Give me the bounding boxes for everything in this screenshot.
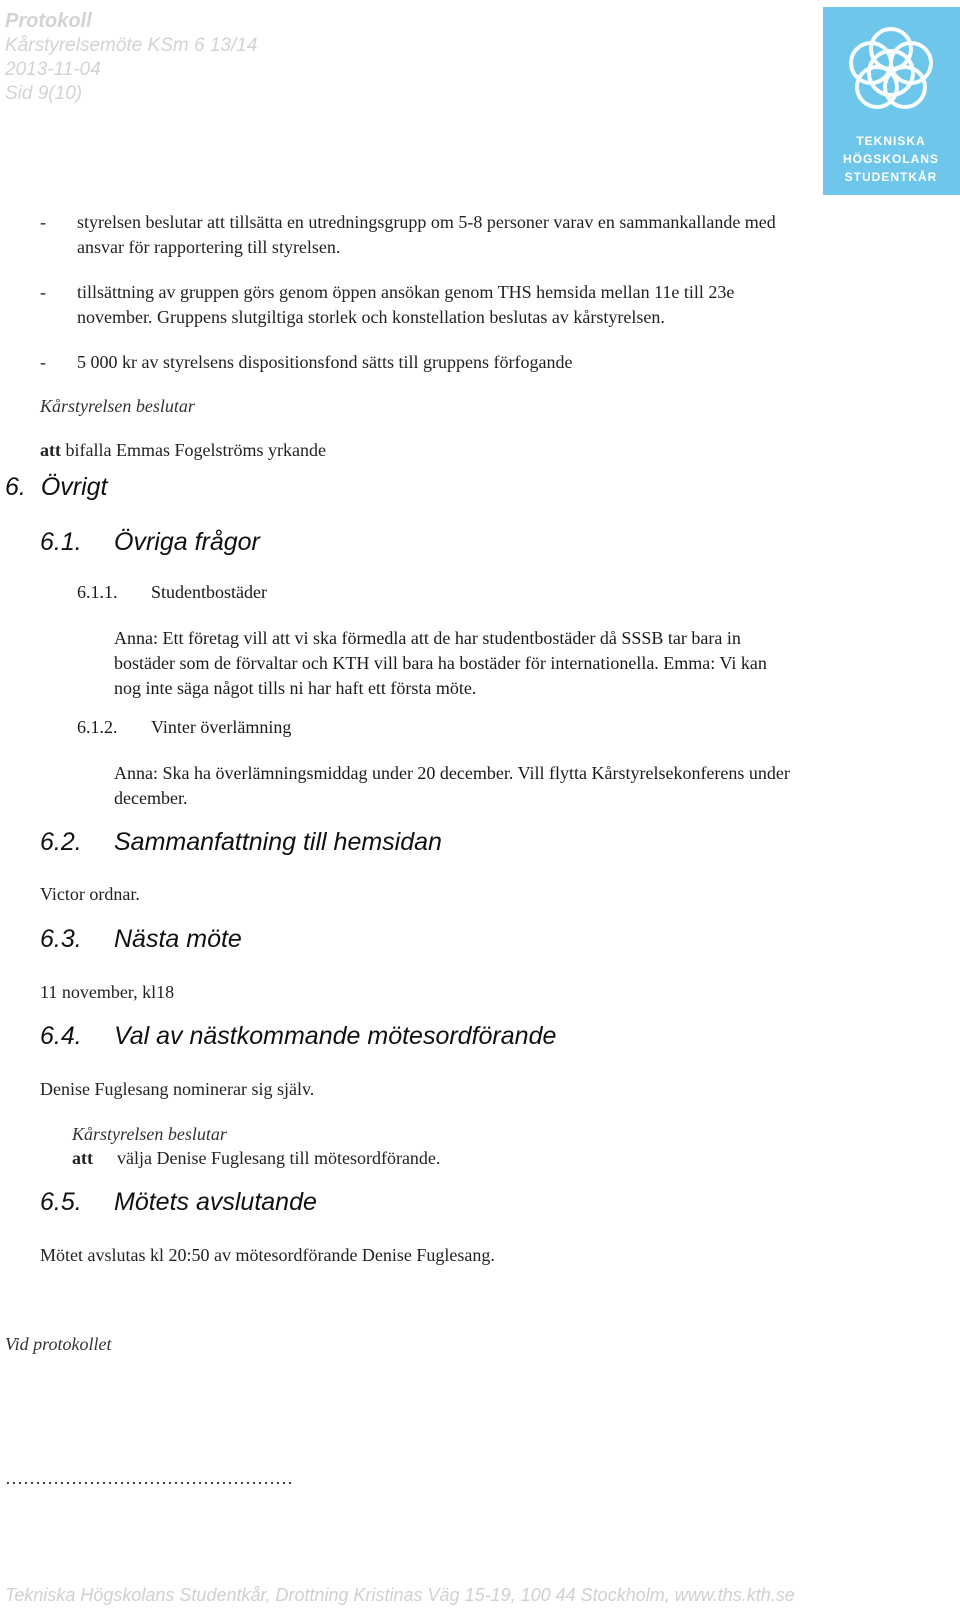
- decision-label: Kårstyrelsen beslutar: [40, 396, 195, 416]
- item-title: Studentbostäder: [151, 582, 267, 602]
- body-line: Anna: Ett företag vill att vi ska förmedla att de har studentbostäder då SSSB tar bara in: [114, 628, 741, 648]
- subsection-heading: [40, 925, 242, 954]
- signature-line: …………………………………………: [5, 1468, 293, 1488]
- bullet-item: [77, 350, 877, 375]
- item-title: Vinter överlämning: [151, 717, 292, 737]
- att-keyword: att: [40, 440, 61, 460]
- flower-icon: [851, 29, 931, 107]
- bullet-item: [77, 210, 877, 260]
- subsection-body: Denise Fuglesang nominerar sig själv.: [40, 1079, 315, 1099]
- subsection-body: Victor ordnar.: [40, 884, 140, 904]
- logo-line2: HÖGSKOLANS: [842, 152, 940, 166]
- footer-address: Tekniska Högskolans Studentkår, Drottning Kristinas Väg 15-19, 100 44 Stockholm, www.ths.kth.se: [5, 1585, 795, 1605]
- document-type: Protokoll: [5, 10, 92, 32]
- logo-line3: STUDENTKÅR: [844, 170, 938, 184]
- item-heading: [77, 717, 291, 738]
- ths-logo: [823, 7, 960, 195]
- subsection-title: Mötets avslutande: [114, 1188, 317, 1216]
- subsection-heading: [40, 1188, 317, 1217]
- bullet-line: styrelsen beslutar att tillsätta en utredningsgrupp om 5-8 personer varav en sammankallande med: [77, 212, 776, 232]
- meeting-id: Kårstyrelsemöte KSm 6 13/14: [5, 35, 258, 56]
- subsection-title: Sammanfattning till hemsidan: [114, 828, 442, 856]
- att-keyword: att: [72, 1148, 93, 1168]
- bullet-line: tillsättning av gruppen görs genom öppen ansökan genom THS hemsida mellan 11e till 23e: [77, 282, 735, 302]
- subsection-heading: [40, 1022, 556, 1051]
- decision-text: [72, 1146, 440, 1171]
- subsection-heading: [40, 828, 442, 857]
- meeting-date: 2013-11-04: [5, 59, 101, 80]
- subsection-title: Val av nästkommande mötesordförande: [114, 1022, 557, 1050]
- subsection-number: 6.2.: [40, 828, 82, 856]
- subsection-number: 6.3.: [40, 925, 82, 953]
- bullet-dash: -: [40, 282, 46, 302]
- subsection-body: 11 november, kl18: [40, 982, 175, 1002]
- bullet-line: ansvar för rapportering till styrelsen.: [77, 237, 341, 257]
- item-number: 6.1.2.: [77, 717, 118, 737]
- subsection-number: 6.1.: [40, 528, 82, 556]
- body-line: Anna: Ska ha överlämningsmiddag under 20 december. Vill flytta Kårstyrelsekonferens under: [114, 763, 790, 783]
- decision-label: Kårstyrelsen beslutar: [72, 1124, 227, 1144]
- bullet-line: 5 000 kr av styrelsens dispositionsfond sätts till gruppens förfogande: [77, 352, 573, 372]
- decision-body: välja Denise Fuglesang till mötesordförande.: [117, 1148, 441, 1168]
- subsection-number: 6.4.: [40, 1022, 82, 1050]
- item-body: [114, 761, 859, 811]
- subsection-title: Nästa möte: [114, 925, 242, 953]
- section-title: Övrigt: [40, 473, 108, 501]
- subsection-number: 6.5.: [40, 1188, 82, 1216]
- subsection-heading: [40, 528, 260, 557]
- logo-line1: TEKNISKA: [856, 134, 926, 148]
- subsection-body: Mötet avslutas kl 20:50 av mötesordförande Denise Fuglesang.: [40, 1245, 495, 1265]
- bullet-dash: -: [40, 352, 46, 372]
- item-heading: [77, 582, 267, 603]
- decision-text: [40, 438, 326, 463]
- body-line: bostäder som de förvaltar och KTH vill bara ha bostäder för internationella. Emma: Vi kan: [114, 653, 767, 673]
- body-line: december.: [114, 788, 188, 808]
- signature-label: Vid protokollet: [5, 1334, 112, 1354]
- bullet-dash: -: [40, 212, 46, 232]
- page-number: Sid 9(10): [5, 83, 83, 104]
- item-body: [114, 626, 859, 701]
- subsection-title: Övriga frågor: [114, 528, 260, 556]
- section-heading: [5, 473, 108, 502]
- bullet-line: november. Gruppens slutgiltiga storlek och konstellation beslutas av kårstyrelsen.: [77, 307, 665, 327]
- decision-body: bifalla Emmas Fogelströms yrkande: [65, 440, 326, 460]
- section-number: 6.: [5, 473, 26, 501]
- body-line: nog inte säga något tills ni har haft ett första möte.: [114, 678, 477, 698]
- bullet-item: [77, 280, 877, 330]
- item-number: 6.1.1.: [77, 582, 118, 602]
